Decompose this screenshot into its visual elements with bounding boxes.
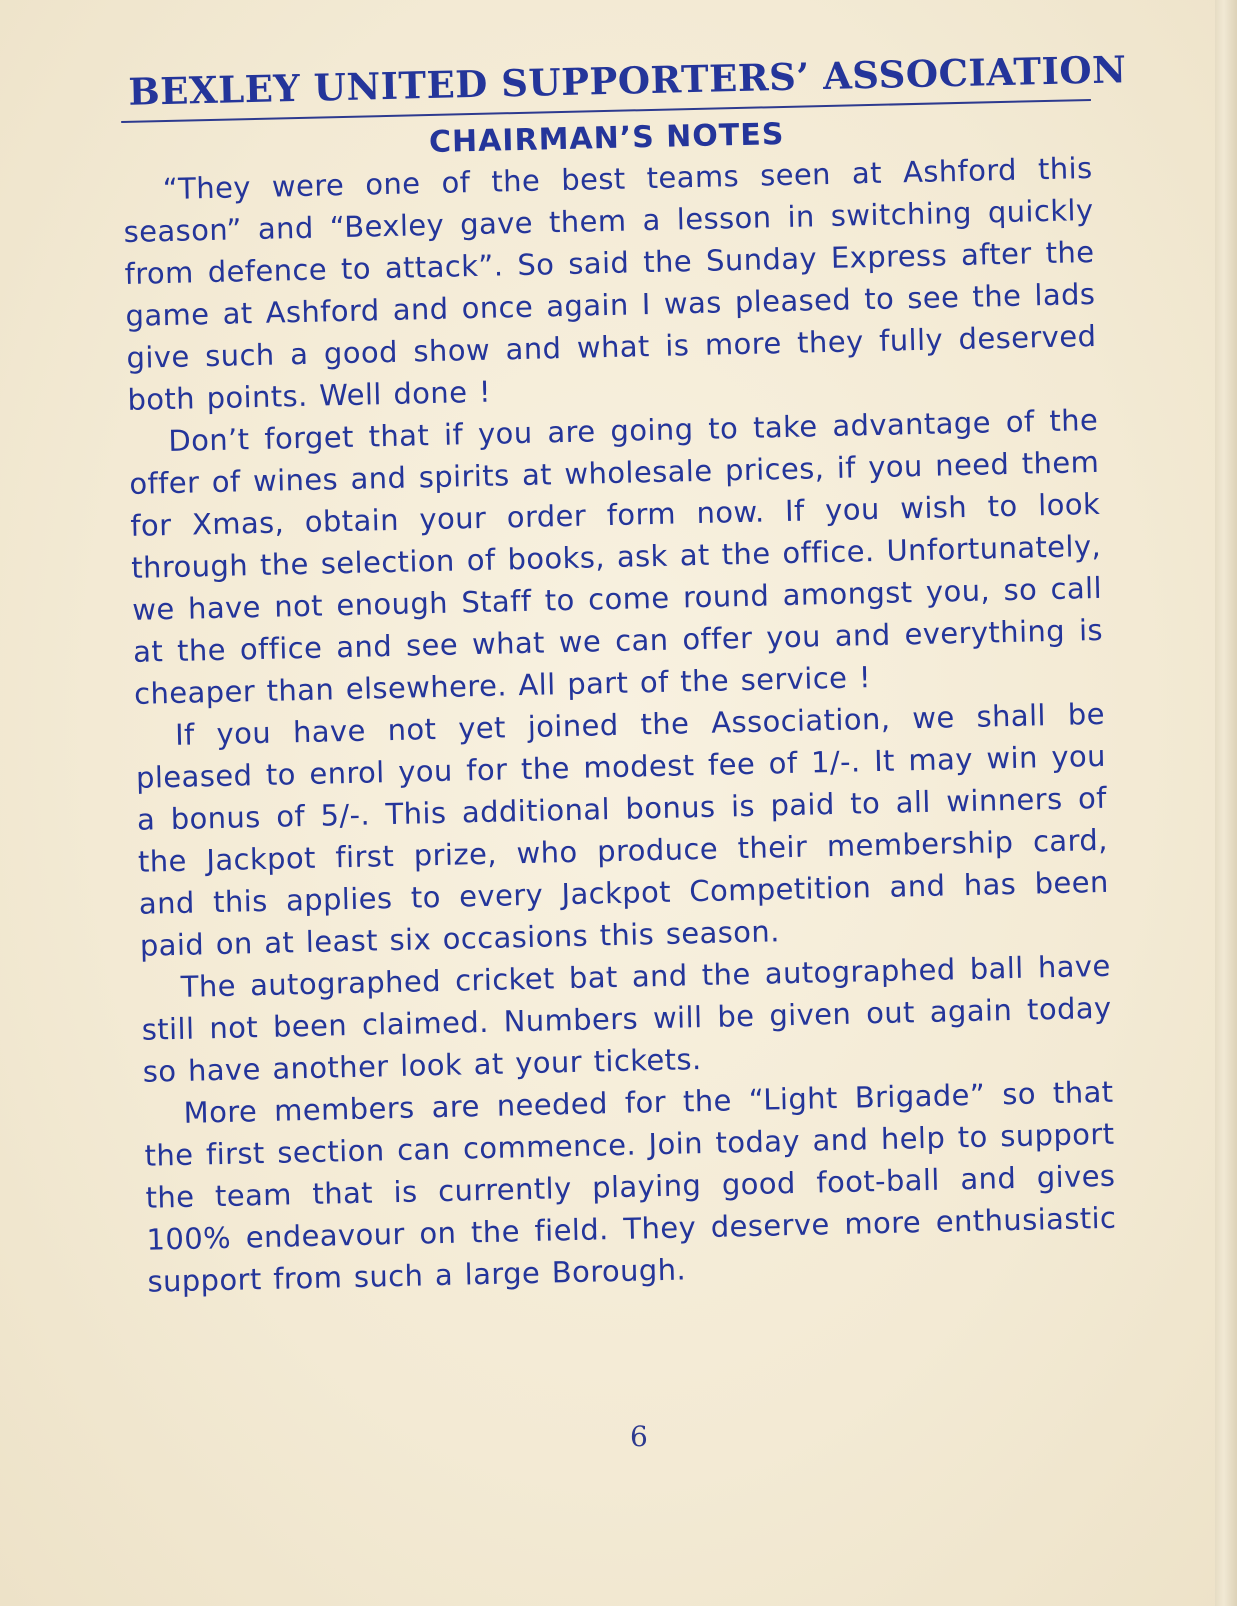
paragraph-3: If you have not yet joined the Association, we shall be pleased to enrol you for the modest fee of 1/-. It may win you a bonus of 5/-. This additional bonus is paid to all winners of the Jackpot first prize, who produce their membership card, and this applies to every Jackpot Competition and has been paid on at least six occasions this season. (135, 696, 1110, 963)
section-heading: CHAIRMAN’S NOTES (428, 116, 785, 161)
paragraph-5: More members are needed for the “Light Brigade” so that the first section can commence. Join today and help to support the team that is currently playing good foot-ball and gives 100% endeavour on the field. They deserve more enthusiastic support from such a large Borough. (144, 1074, 1117, 1299)
article (120, 47, 1148, 1302)
page-number: 6 (630, 1420, 648, 1453)
paragraph-2: Don’t forget that if you are going to take advantage of the offer of wines and spirits at wholesale prices, if you need them for Xmas, obtain your order form now. If you wish to look through the selection of books, ask at the office. Unfortunately, we have not enough Staff to come round amongst you, so call at the office and see what we can offer you and everything is cheaper than elsewhere. All part of the service ! (129, 402, 1104, 711)
article-body (122, 147, 1117, 1303)
page-edge (1215, 0, 1237, 1606)
paragraph-4: The autographed cricket bat and the autographed ball have still not been claimed. Numbers will be given out again today so have another look at your tickets. (141, 948, 1112, 1089)
association-title: BEXLEY UNITED SUPPORTERS’ ASSOCIATION (127, 47, 1127, 114)
paragraph-1: “They were one of the best teams seen at Ashford this season” and “Bexley gave them a lesson in switching quickly from defence to attack”. So said the Sunday Express after the game at Ashford and once again I was pleased to see the lads give such a good show and what is more they fully deserved both points. Well done ! (123, 150, 1097, 417)
